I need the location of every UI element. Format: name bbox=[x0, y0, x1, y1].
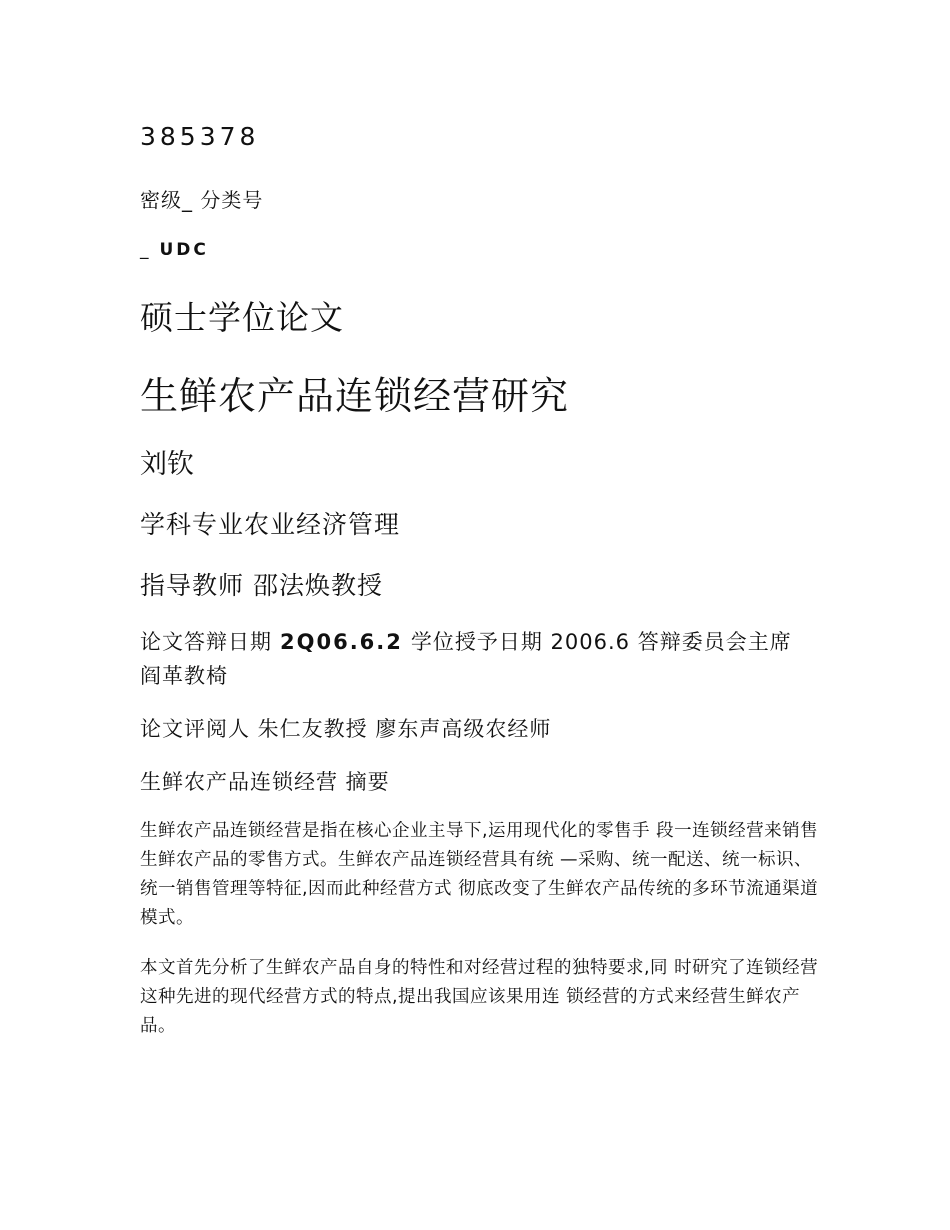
udc-label: UDC bbox=[159, 240, 209, 260]
degree-type: 硕士学位论文 bbox=[140, 298, 344, 337]
dates-committee-line bbox=[140, 625, 820, 693]
defense-date-label: 论文答辩日期 bbox=[140, 630, 272, 654]
reviewers-line: 论文评阅人 朱仁友教授 廖东声高级农经师 bbox=[140, 717, 552, 741]
document-id: 385378 bbox=[140, 122, 260, 151]
abstract-heading: 生鲜农产品连锁经营 摘要 bbox=[140, 770, 390, 794]
thesis-title: 生鲜农产品连锁经营研究 bbox=[140, 374, 570, 418]
author-name: 刘钦 bbox=[140, 449, 194, 480]
advisor-line: 指导教师 邵法焕教授 bbox=[140, 571, 383, 600]
defense-date-value: 2Q06.6.2 bbox=[280, 630, 403, 654]
abstract-paragraph-1: 生鲜农产品连锁经营是指在核心企业主导下,运用现代化的零售手 段一连锁经营来销售生鲜农产品的零售方式。生鲜农产品连锁经营具有统 —采购、统一配送、统一标识、统一销售管理等特征,因而此种经营方式 彻底改变了生鲜农产品传统的多环节流通渠道模式。 bbox=[140, 821, 819, 928]
abstract-paragraph-2: 本文首先分析了生鲜农产品自身的特性和对经营过程的独特要求,同 时研究了连锁经营这种先进的现代经营方式的特点,提出我国应该果用连 锁经营的方式来经营生鲜农产品。 bbox=[140, 958, 819, 1036]
classification-line: 密级_ 分类号 bbox=[140, 188, 264, 212]
udc-prefix: _ bbox=[140, 240, 152, 260]
degree-date-committee-text: 学位授予日期 2006.6 答辩委员会主席 阎革教椅 bbox=[140, 630, 792, 688]
major-line: 学科专业农业经济管理 bbox=[140, 510, 401, 539]
udc-line bbox=[140, 240, 209, 260]
